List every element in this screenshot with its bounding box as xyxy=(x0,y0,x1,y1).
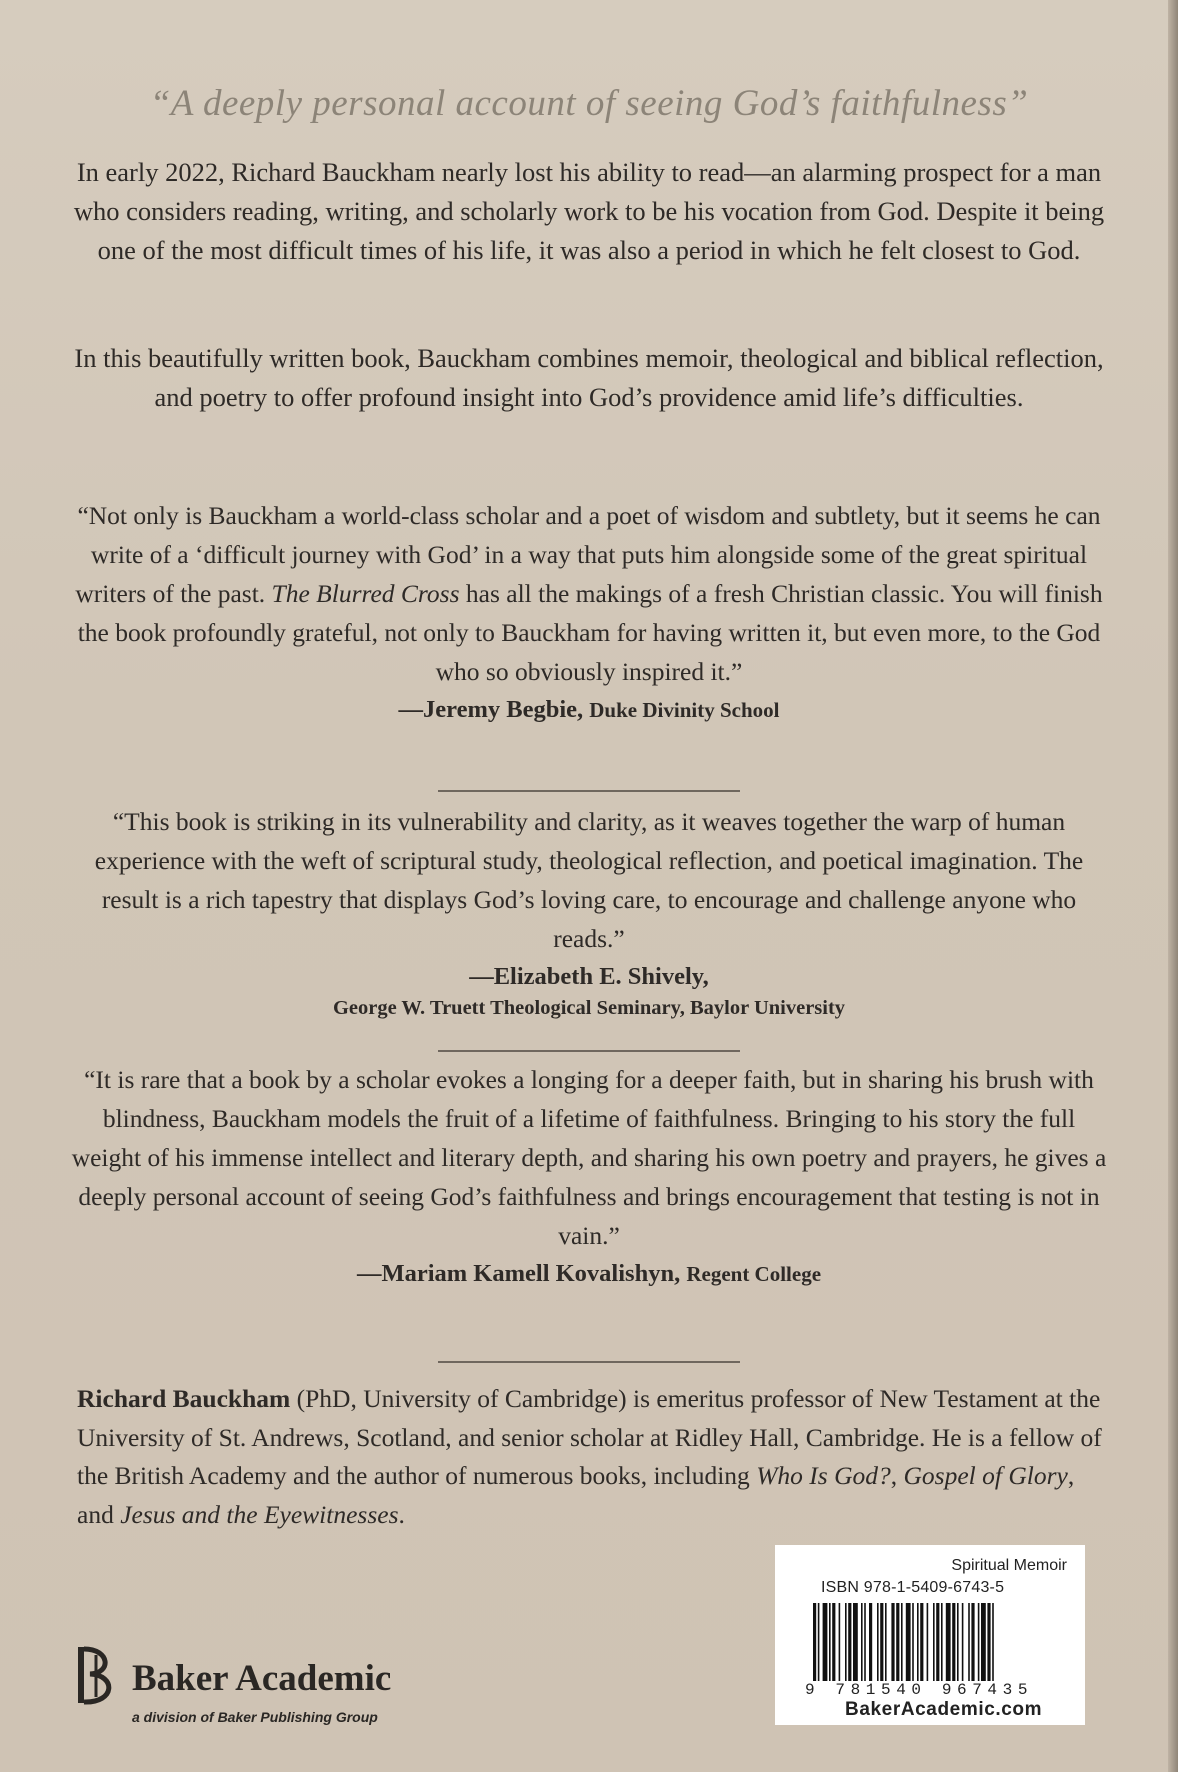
barcode-stripe xyxy=(981,1603,986,1681)
intro-paragraph-2 xyxy=(70,339,1108,417)
barcode-stripe xyxy=(869,1603,872,1681)
intro-text-1: In early 2022, Richard Bauckham nearly lost his ability to read—an alarming prospect for a man who considers reading, writing, and scholarly work to be his vocation from God. Despite it being one of the most difficult times of his life, it was also a period in which he felt closest to God. xyxy=(73,157,1105,265)
barcode-stripe xyxy=(813,1603,816,1681)
publisher-logo xyxy=(76,1645,476,1725)
barcode-stripe xyxy=(861,1603,863,1681)
barcode-stripe xyxy=(829,1603,831,1681)
barcode-stripe xyxy=(901,1603,903,1681)
barcode-stripe xyxy=(971,1603,974,1681)
publisher-subtitle: a division of Baker Publishing Group xyxy=(132,1709,378,1725)
barcode-stripe xyxy=(920,1603,923,1681)
intro-paragraph-1 xyxy=(70,153,1108,270)
book-category: Spiritual Memoir xyxy=(951,1557,1067,1574)
publisher-website: BakerAcademic.com xyxy=(845,1699,1043,1720)
endorsement-attribution: —Jeremy Begbie, Duke Divinity School xyxy=(398,696,780,723)
baker-b-logo-icon xyxy=(76,1645,122,1705)
barcode-stripe xyxy=(885,1603,887,1681)
divider-rule xyxy=(438,790,740,792)
barcode-stripe xyxy=(978,1603,980,1681)
book-title: The Blurred Cross xyxy=(271,579,460,608)
barcode-stripe xyxy=(880,1603,883,1681)
endorsement-shively xyxy=(70,802,1108,1022)
barcode-stripe xyxy=(917,1603,919,1681)
barcode-stripe xyxy=(832,1603,835,1681)
barcode-stripe xyxy=(891,1603,894,1681)
barcode-stripe xyxy=(933,1603,935,1681)
barcode-stripe xyxy=(864,1603,866,1681)
barcode-stripe xyxy=(912,1603,914,1681)
publisher-name: Baker Academic xyxy=(132,1658,392,1699)
barcode-stripe xyxy=(927,1603,929,1681)
barcode-stripe xyxy=(936,1603,939,1681)
barcode-stripe xyxy=(962,1603,964,1681)
barcode-stripe xyxy=(906,1603,911,1681)
isbn-text: ISBN 978-1-5409-6743-5 xyxy=(821,1579,1005,1596)
endorsement-attribution: —Mariam Kamell Kovalishyn, Regent College xyxy=(356,1260,822,1287)
endorsement-quote: “This book is striking in its vulnerability and clarity, as it weaves together the warp of human experience with the weft of scriptural study, theological reflection, and poetical imagination. The result is a rich tapestry that displays God’s loving care, to encourage and challenge anyone who reads.” xyxy=(94,807,1084,953)
barcode-bars xyxy=(813,1603,1051,1681)
endorsement-affiliation: George W. Truett Theological Seminary, Baylor University xyxy=(332,997,846,1019)
barcode-stripe xyxy=(952,1603,955,1681)
author-bio-text: Richard Bauckham (PhD, University of Cambridge) is emeritus professor of New Testament at the University of St. Andrews, Scotland, and senior scholar at Ridley Hall, Cambridge. He is a fellow of the British Academy and the author of numerous books, including Who Is God?, Gospel of Glory, and Jesus and the Eyewitnesses. xyxy=(77,1384,1102,1529)
barcode-stripe xyxy=(877,1603,879,1681)
barcode-stripe xyxy=(968,1603,970,1681)
author-bio xyxy=(77,1380,1117,1534)
barcode-stripe xyxy=(946,1603,951,1681)
divider-rule xyxy=(438,1050,740,1052)
intro-text-2: In this beautifully written book, Bauckham combines memoir, theological and biblical reflection, and poetry to offer profound insight into God’s providence amid life’s difficulties. xyxy=(74,343,1104,412)
barcode-stripe xyxy=(957,1603,959,1681)
barcode-stripe xyxy=(853,1603,858,1681)
barcode-stripe xyxy=(823,1603,828,1681)
endorsement-kovalishyn xyxy=(70,1060,1108,1291)
barcode-stripe xyxy=(818,1603,820,1681)
barcode-stripe xyxy=(845,1603,847,1681)
endorsement-quote: “It is rare that a book by a scholar evokes a longing for a deeper faith, but in sharing his brush with blindness, Bauckham models the fruit of a lifetime of faithfulness. Bringing to his story the full weight of his immense intellect and literary depth, and sharing his own poetry and prayers, he gives a deeply personal account of seeing God’s faithfulness and brings encouragement that testing is not in vain.” xyxy=(71,1065,1107,1250)
barcode-stripe xyxy=(987,1603,990,1681)
barcode-stripe xyxy=(848,1603,851,1681)
barcode-stripe xyxy=(992,1603,994,1681)
endorsement-quote: “Not only is Bauckham a world-class scholar and a poet of wisdom and subtlety, but it seems he can write of a ‘difficult journey with God’ in a way that puts him alongside some of the great spiritual writers of the past. The Blurred Cross has all the makings of a fresh Christian classic. You will finish the book profoundly grateful, not only to Bauckham for having written it, but even more, to the God who so obviously inspired it.” xyxy=(75,501,1103,686)
divider-rule xyxy=(438,1361,740,1363)
barcode-stripe xyxy=(839,1603,841,1681)
endorsement-name: —Elizabeth E. Shively, xyxy=(469,963,709,990)
endorsement-begbie xyxy=(70,496,1108,727)
tagline: “A deeply personal account of seeing God’s faithfulness” xyxy=(149,83,1029,124)
barcode-stripe xyxy=(941,1603,943,1681)
spine-edge xyxy=(1168,0,1178,1772)
barcode-label xyxy=(775,1545,1085,1725)
barcode-digits: 9 781540 967435 xyxy=(805,1681,1034,1699)
barcode-stripe xyxy=(896,1603,899,1681)
